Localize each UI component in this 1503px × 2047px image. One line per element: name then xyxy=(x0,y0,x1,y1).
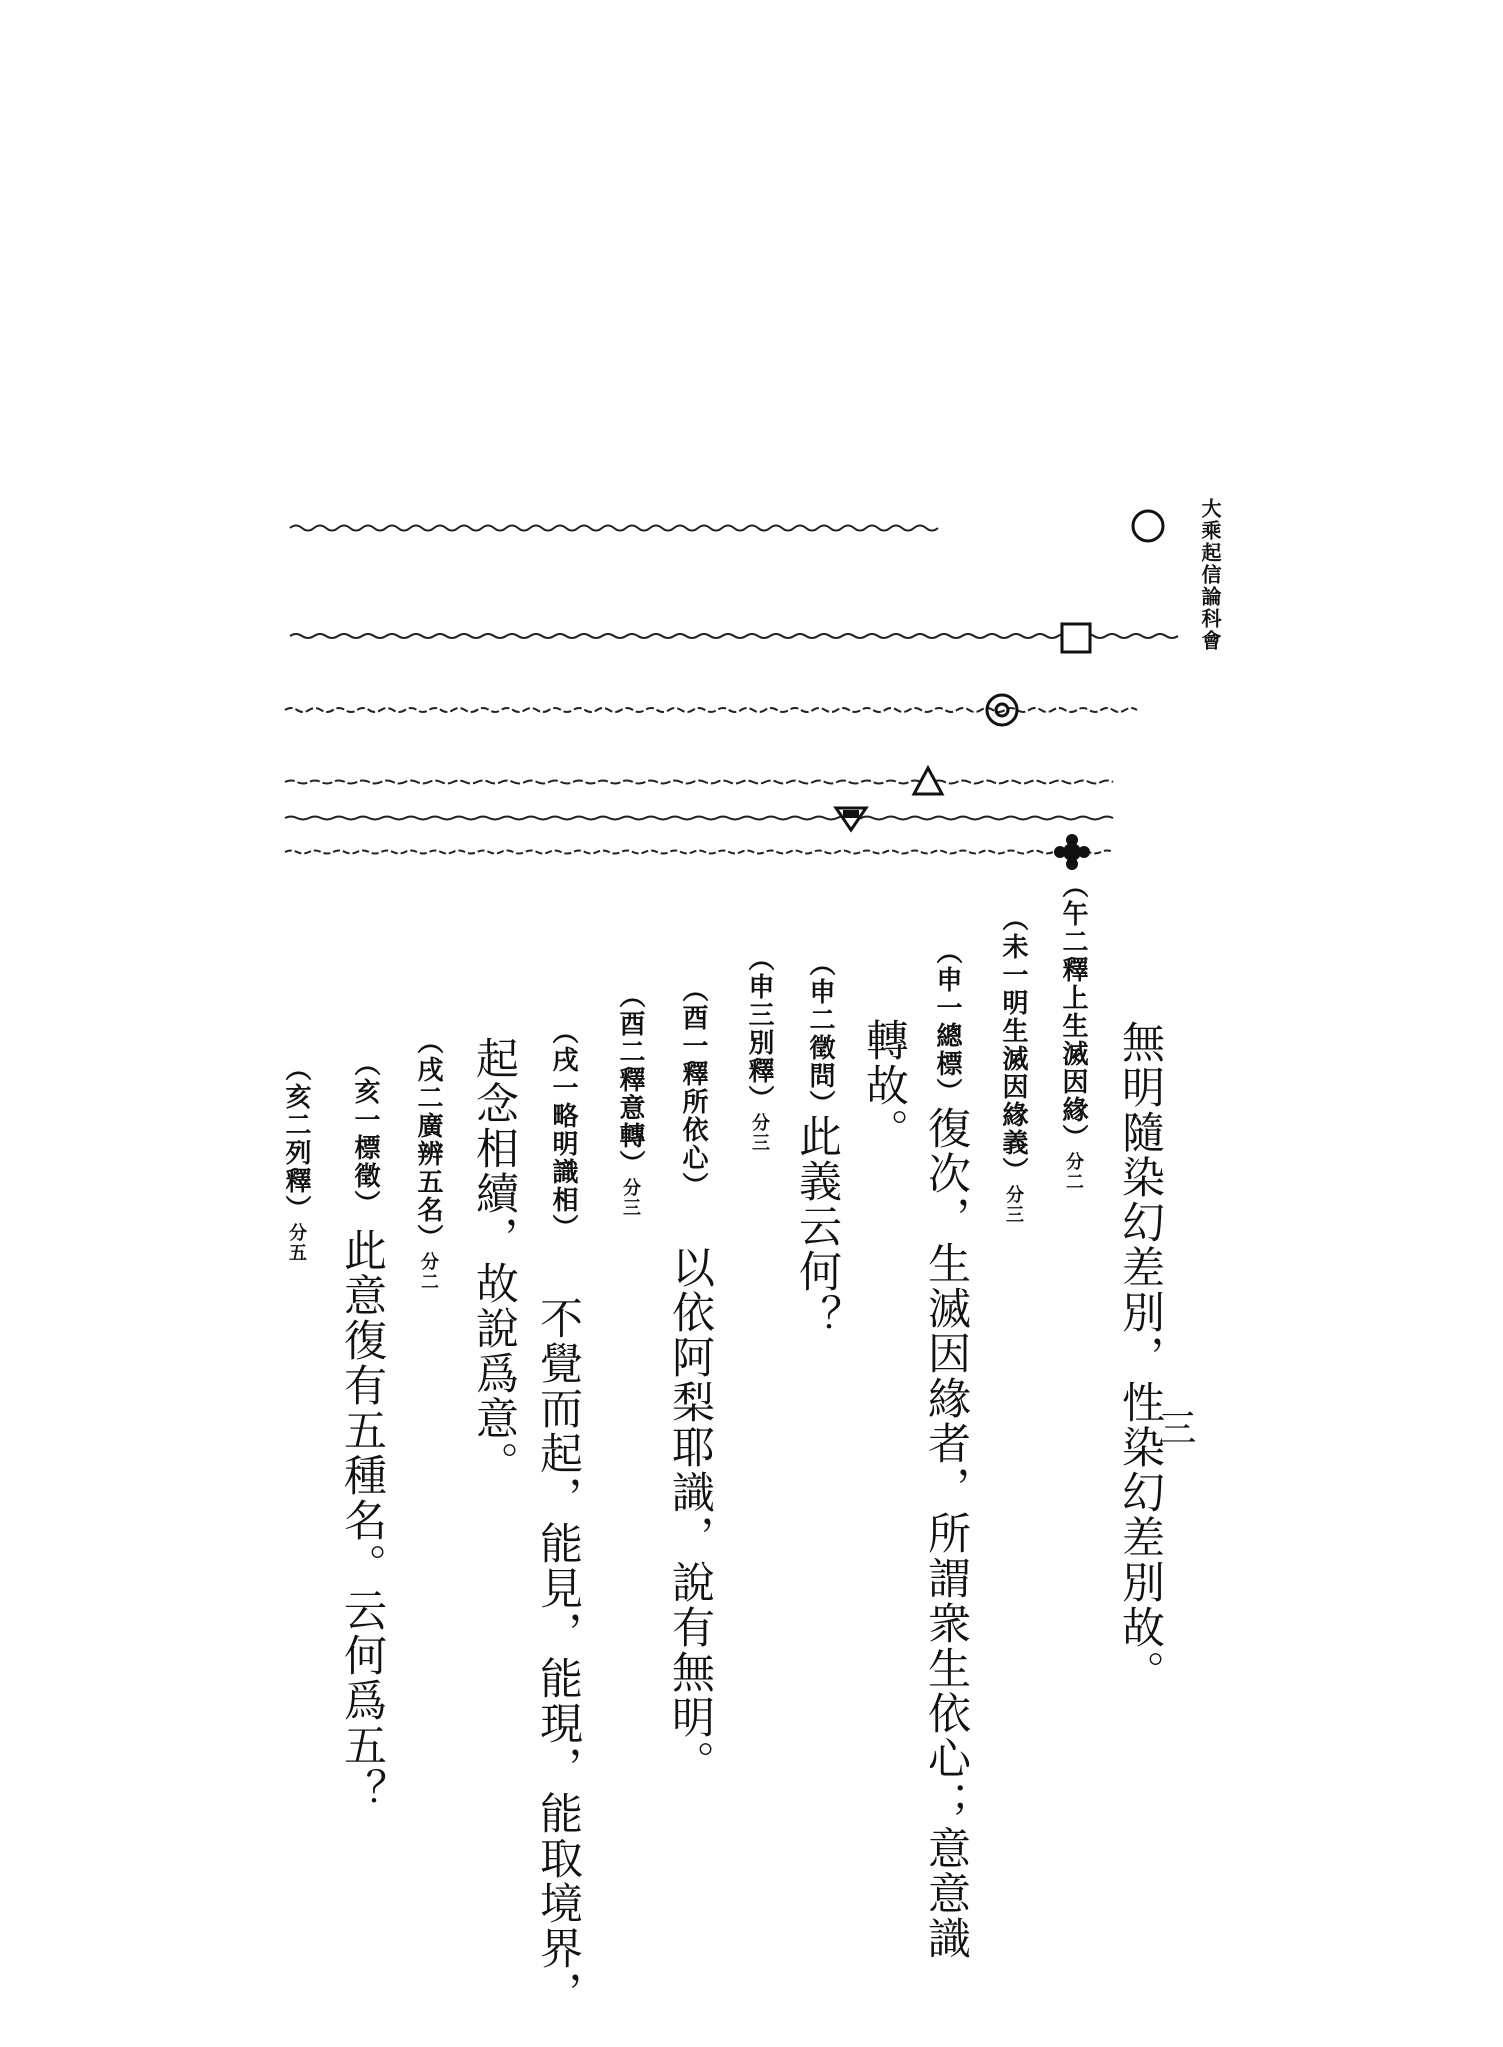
square-symbol xyxy=(1062,624,1090,652)
heading-note: 分三 xyxy=(620,1178,641,1218)
heading-note: 分二 xyxy=(418,1252,439,1292)
heading-wei1 xyxy=(1000,905,1026,1225)
heading-you1: （酉一釋所依心） xyxy=(678,976,708,1200)
heading-xu1: （戌一略明識相） xyxy=(548,1018,578,1242)
heading-hai2 xyxy=(283,1055,309,1263)
heading-wu2 xyxy=(1060,872,1086,1192)
heading-hai1: （亥一標徵） xyxy=(350,1050,380,1218)
page-number: 三 xyxy=(1152,1408,1196,1448)
wavy-line-2 xyxy=(290,634,1178,638)
flower-symbol xyxy=(1054,834,1090,870)
wavy-line-6 xyxy=(285,851,1113,854)
heading-text: （戌二廣辨五名） xyxy=(413,1028,443,1252)
text-line-1: 無明隨染幻差別，性染幻差別故。 xyxy=(1115,1020,1165,1695)
double-circle-symbol xyxy=(987,695,1017,725)
heading-note: 分三 xyxy=(749,1113,770,1153)
heading-xu2 xyxy=(415,1028,441,1292)
heading-text: （午二釋上生滅因緣） xyxy=(1058,872,1088,1152)
heading-note: 分二 xyxy=(1063,1152,1084,1192)
heading-note: 分五 xyxy=(286,1223,307,1263)
wavy-line-5 xyxy=(285,817,1113,820)
inverted-triangle-fill xyxy=(843,810,859,818)
heading-you2 xyxy=(617,982,643,1218)
wavy-line-1 xyxy=(290,526,938,531)
heading-text: （酉二釋意轉） xyxy=(615,982,645,1178)
heading-text: （申三別釋） xyxy=(744,945,774,1113)
text-line-5a: 不覺而起，能見，能現，能取境界， xyxy=(533,1296,583,2016)
text-line-6: 此意復有五種名。云何爲五？ xyxy=(337,1228,387,1813)
heading-text: （未一明生滅因緣義） xyxy=(998,905,1028,1185)
heading-note: 分三 xyxy=(1003,1185,1024,1225)
text-line-4: 以依阿梨耶識，說有無明。 xyxy=(665,1245,715,1785)
circle-symbol xyxy=(1133,511,1163,541)
heading-text: （亥二列釋） xyxy=(281,1055,311,1223)
text-line-3: 此義云何？ xyxy=(792,1114,842,1339)
heading-shen2: （申二徵問） xyxy=(805,950,835,1118)
text-line-5b: 起念相續，故說爲意。 xyxy=(469,1036,519,1486)
wavy-line-4 xyxy=(285,781,1113,784)
running-header: 大乘起信論科會 xyxy=(1198,498,1222,652)
heading-shen3 xyxy=(746,945,772,1153)
text-line-2b: 轉故。 xyxy=(859,1018,909,1153)
text-line-2a: 復次，生滅因緣者，所謂衆生依心；意意識 xyxy=(921,1106,971,1961)
heading-shen1: （申一總標） xyxy=(932,938,962,1106)
